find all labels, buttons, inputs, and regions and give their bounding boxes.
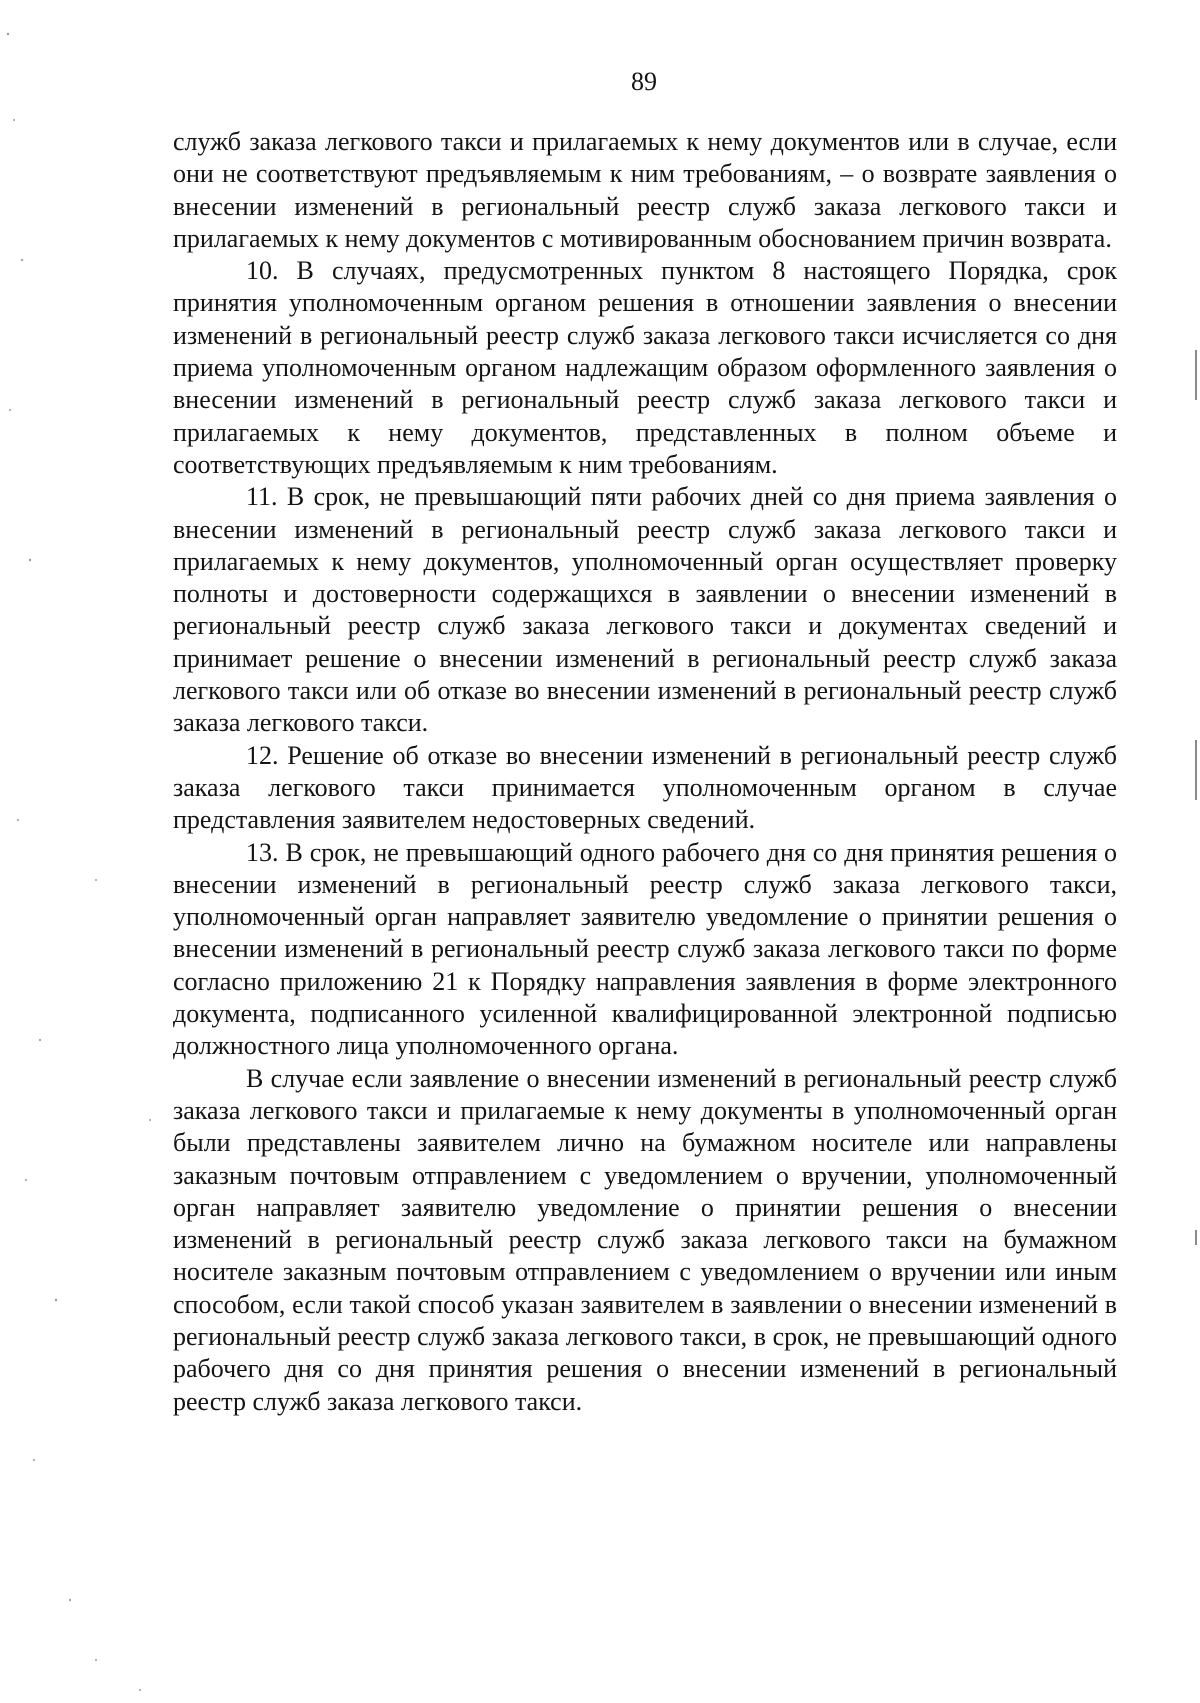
paragraph-paper-notification: В случае если заявление о внесении изменений в региональный реестр служб заказа легкового такси и прилагаемые к нему документы в уполномоченный орган были представлены заявителем лично на бумажном носителе или направлены заказным почтовым отправлением с уведомлением о вручении, уполномоченный орган направляет заявителю уведомление о принятии решения о внесении изменений в региональный реестр служб заказа легкового такси на бумажном носителе заказным почтовым отправлением с уведомлением о вручении или иным способом, если такой способ указан заявителем в заявлении о внесении изменений в региональный реестр служб заказа легкового такси, в срок, не превышающий одного рабочего дня со дня принятия решения о внесении изменений в региональный реестр служб заказа легкового такси. [173,1063,1117,1416]
page-number: 89 [631,67,657,96]
document-body [173,126,1117,1418]
paragraph-12: 12. Решение об отказе во внесении изменений в региональный реестр служб заказа легкового такси принимается уполномоченным органом в случае представления заявителем недостоверных сведений. [173,740,1117,835]
paragraph-11: 11. В срок, не превышающий пяти рабочих дней со дня приема заявления о внесении изменений в региональный реестр служб заказа легкового такси и прилагаемых к нему документов, уполномоченный орган осуществляет проверку полноты и достоверности содержащихся в заявлении о внесении изменений в региональный реестр служб заказа легкового такси и документах сведений и принимает решение о внесении изменений в региональный реестр служб заказа легкового такси или об отказе во внесении изменений в региональный реестр служб заказа легкового такси. [173,482,1117,738]
paragraph-10: 10. В случаях, предусмотренных пунктом 8 настоящего Порядка, срок принятия уполномоченным органом решения в отношении заявления о внесении изменений в региональный реестр служб заказа легкового такси исчисляется со дня приема уполномоченным органом надлежащим образом оформленного заявления о внесении изменений в региональный реестр служб заказа легкового такси и прилагаемых к нему документов, представленных в полном объеме и соответствующих предъявляемым к ним требованиям. [173,256,1117,479]
paragraph-13: 13. В срок, не превышающий одного рабочего дня со дня принятия решения о внесении изменений в региональный реестр служб заказа легкового такси, уполномоченный орган направляет заявителю уведомление о принятии решения о внесении изменений в региональный реестр служб заказа легкового такси по форме согласно приложению 21 к Порядку направления заявления в форме электронного документа, подписанного усиленной квалифицированной электронной подписью должностного лица уполномоченного органа. [173,837,1117,1061]
paragraph-continued: служб заказа легкового такси и прилагаемых к нему документов или в случае, если они не соответствуют предъявляемым к ним требованиям, – о возврате заявления о внесении изменений в региональный реестр служб заказа легкового такси и прилагаемых к нему документов с мотивированным обоснованием причин возврата. [173,127,1117,253]
